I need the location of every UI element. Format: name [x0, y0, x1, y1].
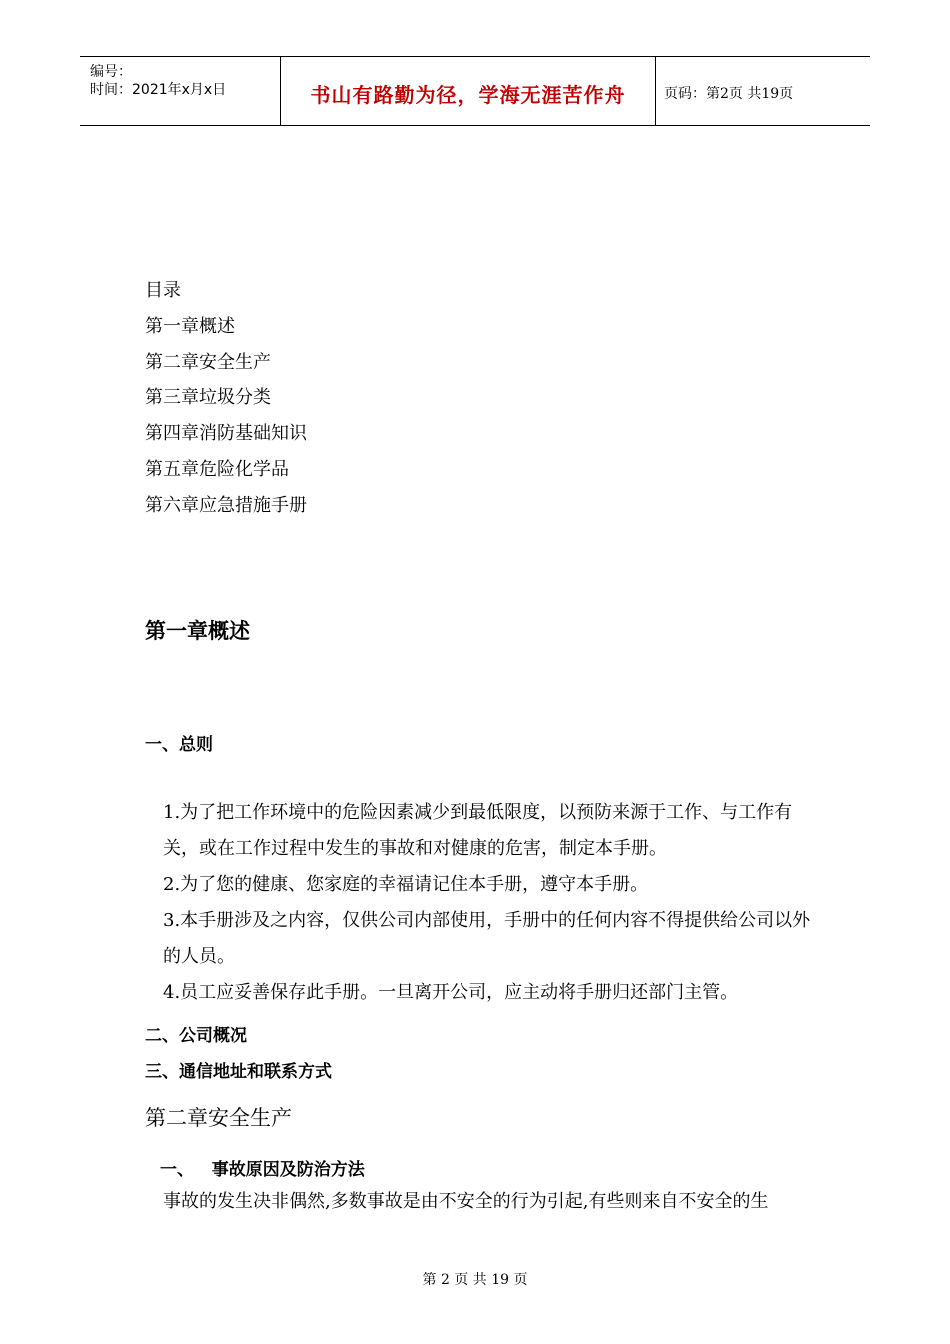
- paragraph: 3.本手册涉及之内容，仅供公司内部使用，手册中的任何内容不得提供给公司以外的人员。: [163, 910, 811, 967]
- chapter1-section2-heading: 二、公司概况: [145, 1026, 247, 1046]
- toc-item[interactable]: 第二章安全生产: [145, 351, 271, 373]
- document-time-label: 时间：2021年x月x日: [90, 82, 227, 98]
- document-header: [80, 56, 870, 126]
- document-number-label: 编号：: [90, 64, 132, 80]
- paragraph: 2.为了您的健康、您家庭的幸福请记住本手册，遵守本手册。: [163, 874, 649, 895]
- header-meta-cell: [80, 57, 280, 125]
- toc-title: 目录: [145, 280, 181, 301]
- toc-item[interactable]: 第四章消防基础知识: [145, 423, 307, 445]
- paragraph: 1.为了把工作环境中的危险因素减少到最低限度，以预防来源于工作、与工作有关，或在工作过程中发生的事故和对健康的危害，制定本手册。: [163, 802, 793, 859]
- chapter2-section1-heading: 一、 事故原因及防治方法: [160, 1160, 365, 1180]
- table-of-contents: [145, 278, 307, 529]
- chapter2-paragraph: 事故的发生决非偶然,多数事故是由不安全的行为引起,有些则来自不安全的生: [163, 1191, 769, 1212]
- header-page-cell: [655, 57, 870, 125]
- paragraph: 4.员工应妥善保存此手册。一旦离开公司，应主动将手册归还部门主管。: [163, 982, 739, 1003]
- chapter1-paragraphs: [145, 795, 811, 1011]
- chapter2-title: 第二章安全生产: [145, 1106, 292, 1130]
- toc-item[interactable]: 第六章应急措施手册: [145, 494, 307, 516]
- header-page-info: 页码：第2页 共19页: [664, 86, 794, 102]
- page-footer: 第 2 页 共 19 页: [422, 1272, 528, 1288]
- chapter1-section3-heading: 三、通信地址和联系方式: [145, 1062, 332, 1082]
- toc-item[interactable]: 第五章危险化学品: [145, 458, 289, 480]
- header-motto: 书山有路勤为径，学海无涯苦作舟: [310, 83, 626, 107]
- chapter1-section1-heading: 一、总则: [145, 735, 213, 755]
- chapter1-title: 第一章概述: [145, 619, 250, 643]
- toc-item[interactable]: 第三章垃圾分类: [145, 387, 271, 409]
- header-motto-cell: [280, 57, 656, 125]
- toc-item[interactable]: 第一章概述: [145, 315, 235, 337]
